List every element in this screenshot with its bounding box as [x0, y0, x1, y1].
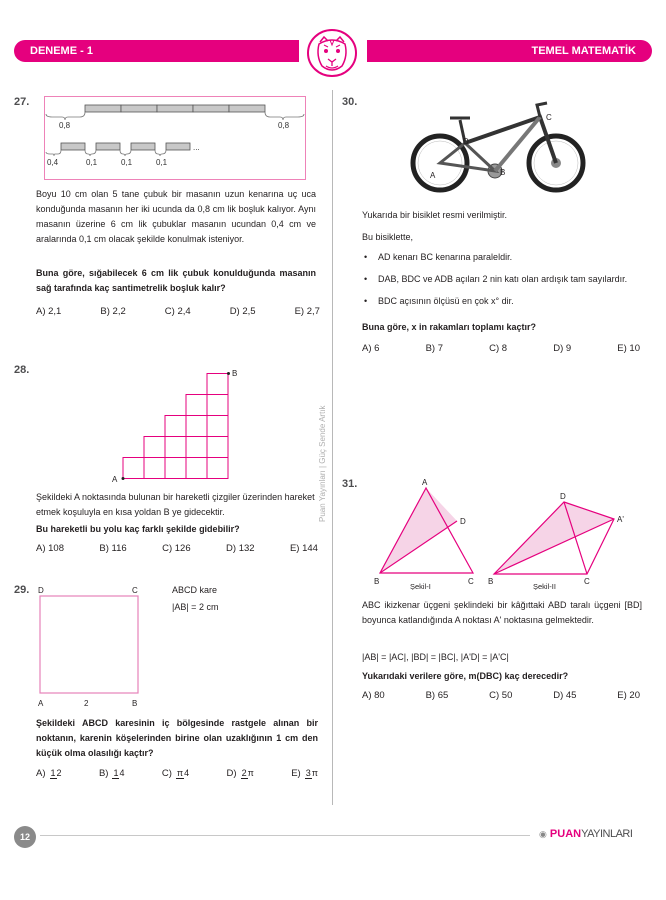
- fig2-label-c: C: [584, 577, 590, 586]
- grid-cell: [207, 437, 228, 458]
- bike-label-a: A: [430, 171, 436, 180]
- option-e[interactable]: E) 144: [289, 543, 318, 554]
- gap-label: 0,8: [278, 121, 290, 130]
- footer-divider: [40, 835, 530, 836]
- q27-text: Boyu 10 cm olan 5 tane çubuk bir masanın uzun kenarına uç uca konduğunda masanın her iki ucunda da 0,8 cm lik boşluk kalıyor. Aynı masanın üzerine 6 cm lik çubuklar masanın ucundan 0,4 cm ve aralarında 0,1 cm olacak şekilde konulmak isteniyor.: [36, 189, 316, 244]
- option-b[interactable]: B) 2,2: [100, 306, 126, 317]
- page-number-badge: [14, 826, 36, 848]
- option-e[interactable]: E) 2,7: [294, 306, 320, 317]
- q28-question: Bu hareketli bu yolu kaç farklı şekilde gidebilir?: [36, 524, 240, 534]
- q31-question: Yukarıdaki verilere göre, m(DBC) kaç derecedir?: [362, 671, 569, 681]
- q27-options: [36, 306, 320, 317]
- option-e[interactable]: E) 20: [617, 690, 640, 701]
- grid-cell: [186, 458, 207, 479]
- fig2-label-a-prime: A': [617, 515, 624, 524]
- tiger-head-logo-icon: [304, 28, 360, 78]
- gap-label: 0,1: [86, 158, 98, 167]
- q29-given-2: |AB| = 2 cm: [172, 602, 219, 612]
- grid-cell: [165, 416, 186, 437]
- q29-given-1: ABCD kare: [172, 585, 218, 595]
- grid-cell: [144, 458, 165, 479]
- q27-question: Buna göre, sığabilecek 6 cm lik çubuk konulduğunda masanın sağ tarafında kaç santimetrelik boşluk kalır?: [36, 268, 316, 293]
- publisher-brand: ◉ PUANYAYINLARI: [539, 828, 633, 840]
- gap-label: 0,4: [47, 158, 59, 167]
- q31-text: ABC ikizkenar üçgeni şeklindeki bir kâğıttaki ABD taralı üçgeni [BD] boyunca katlandığında A noktası A' noktasına gelmektedir.: [362, 600, 642, 625]
- fig2-caption: Şekil-II: [533, 582, 556, 590]
- q27-number: 27.: [14, 96, 30, 108]
- option-c[interactable]: C) 2,4: [164, 306, 191, 317]
- option-a[interactable]: A) 80: [362, 690, 385, 701]
- corner-a-label: A: [38, 699, 44, 708]
- option-d[interactable]: D) 2,5: [229, 306, 256, 317]
- fig1-caption: Şekil-I: [410, 582, 431, 590]
- grid-cell: [186, 395, 207, 416]
- q31-given: |AB| = |AC|, |BD| = |BC|, |A'D| = |A'C|: [362, 652, 509, 662]
- option-d[interactable]: D) 132: [226, 543, 255, 554]
- publisher-logo-icon: ◉: [539, 829, 547, 839]
- q29-number: 29.: [14, 584, 30, 596]
- grid-cell: [123, 458, 144, 479]
- grid-cell: [207, 458, 228, 479]
- option-a[interactable]: A) 108: [36, 543, 64, 554]
- q31-triangle-figures: [370, 478, 650, 590]
- q30-bullet: • DAB, BDC ve ADB açıları 2 nin katı olan ardışık tam sayılardır.: [362, 272, 642, 287]
- point-b-label: B: [232, 369, 238, 378]
- option-e[interactable]: E) 3π: [291, 768, 318, 780]
- q27-rod-figure: [44, 96, 306, 180]
- gap-label: 0,1: [156, 158, 168, 167]
- q31-number: 31.: [342, 478, 358, 490]
- q30-bullet: • AD kenarı BC kenarına paraleldir.: [362, 250, 642, 265]
- bike-label-b: B: [500, 168, 506, 177]
- q28-number: 28.: [14, 364, 30, 376]
- q30-bicycle-image: [410, 100, 595, 205]
- header-right-banner: [367, 40, 652, 62]
- grid-cell: [186, 437, 207, 458]
- square-abcd: [40, 596, 138, 693]
- header-left-banner: [14, 40, 299, 62]
- grid-cell: [207, 416, 228, 437]
- grid-cell: [186, 416, 207, 437]
- fig1-label-a: A: [422, 478, 428, 487]
- option-c[interactable]: C) 50: [489, 690, 513, 701]
- option-a[interactable]: A) 12: [36, 768, 62, 780]
- side-length-label: 2: [84, 699, 89, 708]
- short-rods: [61, 143, 190, 150]
- q30-question: Buna göre, x in rakamları toplamı kaçtır?: [362, 322, 537, 332]
- q29-options: [36, 768, 318, 779]
- fig2-label-b: B: [488, 577, 494, 586]
- gap-label: 0,1: [121, 158, 133, 167]
- q30-bullet-list: [362, 250, 642, 309]
- q28-options: [36, 543, 318, 554]
- q31-options: [362, 690, 640, 701]
- option-a[interactable]: A) 6: [362, 343, 380, 354]
- gap-label: 0,8: [59, 121, 71, 130]
- page-number: 12: [19, 832, 30, 842]
- grid-cell: [207, 395, 228, 416]
- figure-1: [374, 478, 474, 590]
- grid-cell: [144, 437, 165, 458]
- point-b-dot: [227, 372, 230, 375]
- q28-text: Şekildeki A noktasında bulunan bir hareketli çizgiler üzerinden hareket etmek koşuluyla en kısa yoldan B ye gidecektir.: [36, 492, 315, 517]
- side-slogan: Puan Yayınları | Güç Sende Artık: [318, 405, 327, 522]
- point-a-dot: [122, 477, 125, 480]
- grid-cell: [165, 458, 186, 479]
- q30-bullet: • BDC açısının ölçüsü en çok x° dir.: [362, 294, 642, 309]
- exam-title: DENEME - 1: [30, 45, 93, 57]
- q30-options: [362, 343, 640, 354]
- option-d[interactable]: D) 2π: [226, 768, 254, 780]
- option-b[interactable]: B) 14: [98, 768, 125, 780]
- option-b[interactable]: B) 65: [425, 690, 449, 701]
- fig2-label-d: D: [560, 492, 566, 501]
- q29-question: Şekildeki ABCD karesinin iç bölgesinde rastgele alınan bir noktanın, karenin köşelerinden birine olan uzaklığının 1 cm den küçük olma olasılığı kaçtır?: [36, 718, 318, 758]
- q28-staircase-grid: [110, 364, 250, 486]
- grid-cell: [165, 437, 186, 458]
- option-d[interactable]: D) 45: [553, 690, 577, 701]
- q29-square-figure: [34, 584, 154, 710]
- bike-label-c: C: [546, 113, 552, 122]
- option-e[interactable]: E) 10: [617, 343, 640, 354]
- option-c[interactable]: C) π4: [161, 768, 190, 780]
- subject-title: TEMEL MATEMATİK: [531, 45, 636, 57]
- long-rods: [85, 105, 265, 112]
- column-divider: [332, 90, 333, 805]
- option-c[interactable]: C) 126: [162, 543, 191, 554]
- option-b[interactable]: B) 7: [425, 343, 443, 354]
- option-b[interactable]: B) 116: [99, 543, 127, 554]
- point-a-label: A: [112, 475, 118, 484]
- bike-label-d: D: [463, 137, 469, 146]
- ellipsis: ...: [193, 143, 200, 152]
- fig1-label-d: D: [460, 517, 466, 526]
- fig1-label-c: C: [468, 577, 474, 586]
- figure-2: [488, 492, 624, 590]
- corner-d-label: D: [38, 586, 44, 595]
- corner-b-label: B: [132, 699, 138, 708]
- fig1-label-b: B: [374, 577, 380, 586]
- option-d[interactable]: D) 9: [553, 343, 572, 354]
- option-c[interactable]: C) 8: [489, 343, 508, 354]
- q30-number: 30.: [342, 96, 358, 108]
- corner-c-label: C: [132, 586, 138, 595]
- option-a[interactable]: A) 2,1: [36, 306, 62, 317]
- q30-lead: Bu bisiklette,: [362, 232, 414, 242]
- q30-intro: Yukarıda bir bisiklet resmi verilmiştir.: [362, 210, 508, 220]
- grid-cell: [207, 374, 228, 395]
